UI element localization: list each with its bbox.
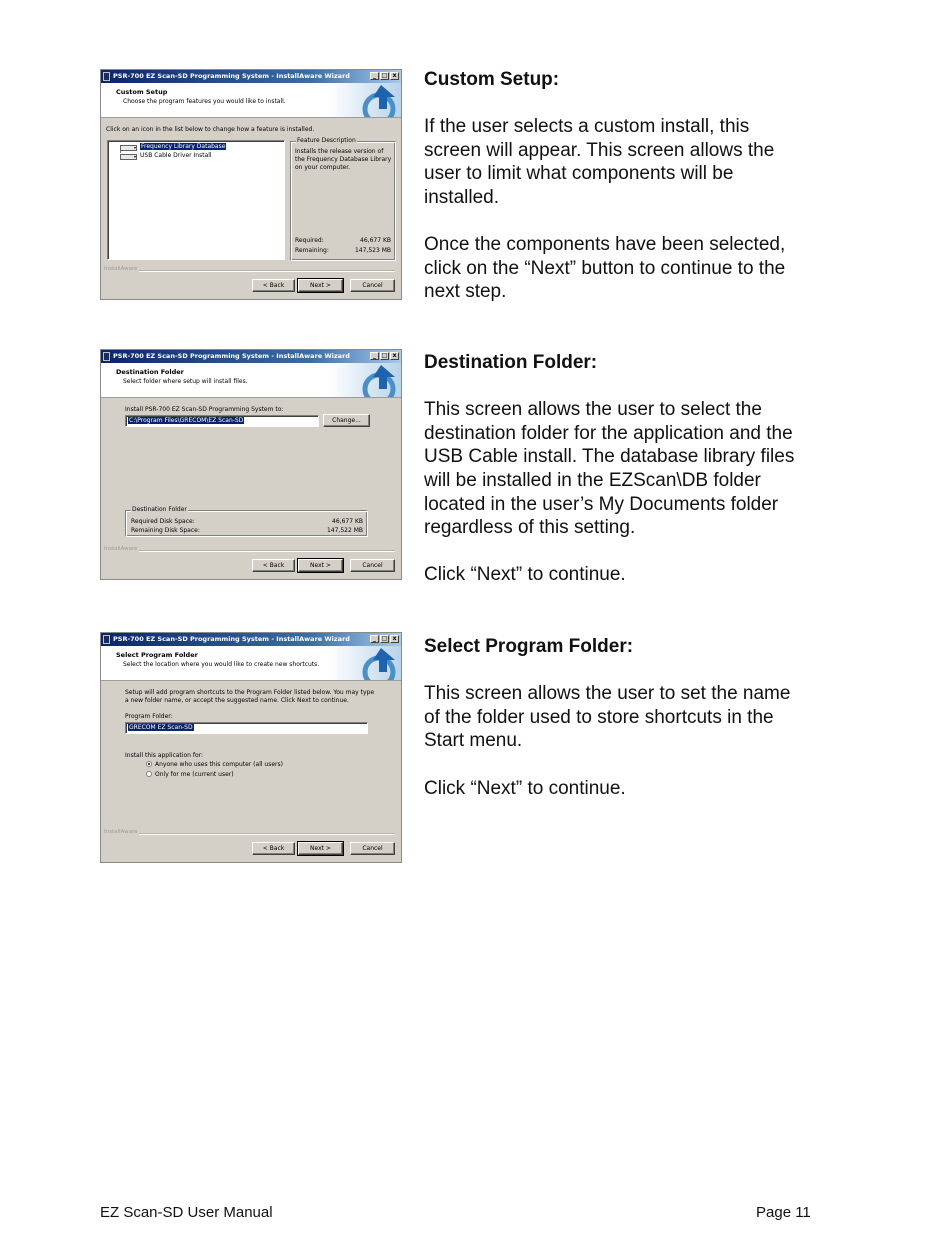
cancel-button[interactable]: Cancel <box>350 559 395 572</box>
section-destination-folder <box>424 351 844 611</box>
program-folder-screenshot <box>100 632 402 863</box>
page-title: Destination Folder <box>116 368 184 376</box>
radio-current-user[interactable]: Only for me (current user) <box>146 771 234 778</box>
feature-item-usb-driver[interactable]: ▾ USB Cable Driver Install <box>120 152 212 160</box>
next-button[interactable]: Next > <box>298 559 343 572</box>
section-paragraph: This screen allows the user to set the name of the folder used to store shortcuts in the Start menu. <box>424 683 791 752</box>
destination-path-input[interactable]: C:\Program Files\GRECOM\EZ Scan-SD <box>125 415 319 427</box>
section-paragraph: Click “Next” to continue. <box>424 777 626 799</box>
app-icon <box>103 635 110 644</box>
wizard-header <box>101 646 401 681</box>
wizard-body <box>101 398 401 581</box>
section-paragraph: Click “Next” to continue. <box>424 564 626 586</box>
window-title: PSR-700 EZ Scan-SD Programming System - InstallAware Wizard <box>113 635 350 643</box>
next-button[interactable]: Next > <box>298 842 343 855</box>
divider <box>139 550 395 552</box>
feature-description-text: Installs the release version of the Frequency Database Library on your computer. <box>295 148 392 171</box>
remaining-label: Remaining: <box>295 247 329 254</box>
page-subtitle: Choose the program features you would like to install. <box>123 98 286 105</box>
remaining-space-label: Remaining Disk Space: <box>131 527 200 534</box>
section-paragraph: If the user selects a custom install, this screen will appear. This screen allows the user to limit what components will be installed. <box>424 116 775 208</box>
close-icon[interactable]: x <box>390 72 399 80</box>
install-to-label: Install PSR-700 EZ Scan-SD Programming System to: <box>125 406 284 413</box>
section-heading: Destination Folder: <box>424 352 598 373</box>
remaining-space-value: 147,522 MB <box>326 527 363 534</box>
section-heading: Select Program Folder: <box>424 636 634 657</box>
page-subtitle: Select the location where you would like to create new shortcuts. <box>123 661 320 668</box>
installer-arrow-icon <box>329 363 401 398</box>
install-for-label: Install this application for: <box>125 752 203 759</box>
back-button[interactable]: < Back <box>252 559 295 572</box>
wizard-header <box>101 363 401 398</box>
page-subtitle: Select folder where setup will install files. <box>123 378 248 385</box>
group-legend: Destination Folder <box>132 506 187 513</box>
installer-arrow-icon <box>329 646 401 681</box>
wizard-header <box>101 83 401 118</box>
brand-label: InstallAware <box>104 546 138 552</box>
program-folder-label: Program Folder: <box>125 713 173 720</box>
divider <box>139 833 395 835</box>
feature-item-frequency-library[interactable]: ▾ Frequency Library Database <box>120 143 226 151</box>
installer-arrow-icon <box>329 83 401 118</box>
program-folder-input[interactable]: GRECOM EZ Scan-SD <box>125 722 368 734</box>
cancel-button[interactable]: Cancel <box>350 842 395 855</box>
maximize-icon[interactable]: □ <box>381 352 388 359</box>
section-program-folder <box>424 635 844 824</box>
section-heading: Custom Setup: <box>424 69 560 90</box>
footer-page-number: Page 11 <box>756 1204 811 1221</box>
close-icon[interactable]: x <box>390 635 399 643</box>
window-title-bar <box>101 350 401 363</box>
page-title: Custom Setup <box>116 88 168 96</box>
window-title: PSR-700 EZ Scan-SD Programming System - InstallAware Wizard <box>113 352 350 360</box>
section-paragraph: This screen allows the user to select the destination folder for the application and the USB Cable install. The database library files will be installed in the EZScan\DB folder located in the user’s My Documents folder regardless of this setting. <box>424 399 795 539</box>
section-custom-setup <box>424 68 844 328</box>
minimize-icon[interactable]: _ <box>370 72 379 80</box>
window-title-bar <box>101 70 401 83</box>
page-title: Select Program Folder <box>116 651 198 659</box>
brand-label: InstallAware <box>104 266 138 272</box>
minimize-icon[interactable]: _ <box>370 635 379 643</box>
brand-label: InstallAware <box>104 829 138 835</box>
minimize-icon[interactable]: _ <box>370 352 379 360</box>
drive-icon[interactable]: ▾ <box>120 145 137 151</box>
instruction-text: Click on an icon in the list below to change how a feature is installed. <box>106 126 315 133</box>
section-paragraph: Once the components have been selected, click on the “Next” button to continue to the next step. <box>424 234 786 303</box>
maximize-icon[interactable]: □ <box>381 635 388 642</box>
window-title-bar <box>101 633 401 646</box>
radio-selected-icon[interactable] <box>146 761 152 767</box>
wizard-body <box>101 681 401 864</box>
required-space-label: Required Disk Space: <box>131 518 195 525</box>
window-title: PSR-700 EZ Scan-SD Programming System - InstallAware Wizard <box>113 72 350 80</box>
wizard-body <box>101 118 401 301</box>
group-legend: Feature Description <box>297 137 356 144</box>
destination-folder-screenshot <box>100 349 402 580</box>
required-label: Required: <box>295 237 324 244</box>
close-icon[interactable]: x <box>390 352 399 360</box>
radio-all-users[interactable]: Anyone who uses this computer (all users) <box>146 761 283 768</box>
next-button[interactable]: Next > <box>298 279 343 292</box>
maximize-icon[interactable]: □ <box>381 72 388 79</box>
remaining-value: 147,523 MB <box>354 247 391 254</box>
drive-icon[interactable]: ▾ <box>120 154 137 160</box>
destination-folder-group <box>125 506 368 537</box>
divider <box>139 270 395 272</box>
instruction-line-2: a new folder name, or accept the suggested name. Click Next to continue. <box>125 697 349 704</box>
feature-description-group <box>290 137 396 261</box>
cancel-button[interactable]: Cancel <box>350 279 395 292</box>
footer-manual-title: EZ Scan-SD User Manual <box>100 1204 273 1221</box>
custom-setup-screenshot <box>100 69 402 300</box>
feature-tree[interactable] <box>107 140 285 260</box>
required-value: 46,677 KB <box>360 237 391 244</box>
required-space-value: 46,677 KB <box>332 518 363 525</box>
radio-empty-icon[interactable] <box>146 771 152 777</box>
app-icon <box>103 72 110 81</box>
back-button[interactable]: < Back <box>252 842 295 855</box>
instruction-line-1: Setup will add program shortcuts to the Program Folder listed below. You may type <box>125 689 375 696</box>
change-button[interactable]: Change... <box>323 414 370 427</box>
app-icon <box>103 352 110 361</box>
back-button[interactable]: < Back <box>252 279 295 292</box>
